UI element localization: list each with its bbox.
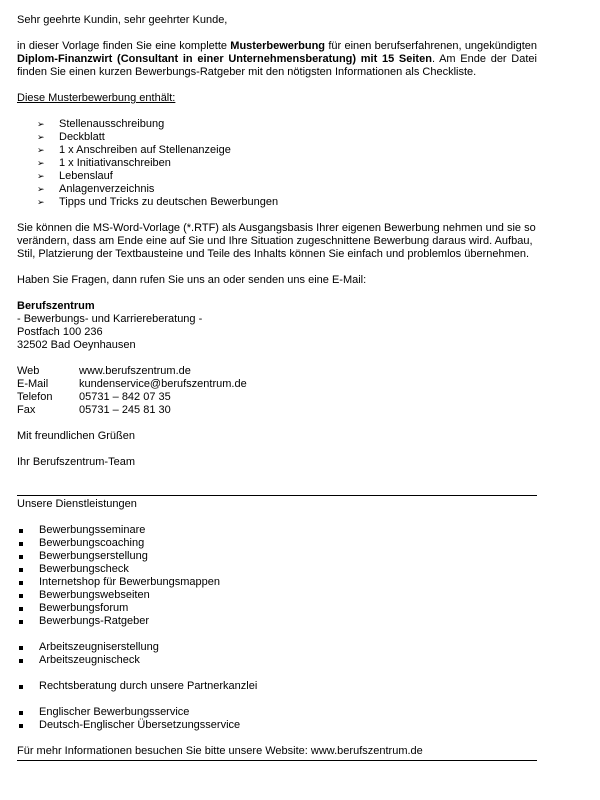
list-item-label: Internetshop für Bewerbungsmappen: [39, 576, 221, 588]
contact-label: E-Mail: [17, 378, 49, 390]
list-item-label: Bewerbungswebseiten: [39, 589, 150, 601]
list-item: [17, 537, 537, 550]
list-item: [37, 196, 537, 209]
list-item: [37, 183, 537, 196]
arrow-bullet-icon: ➢: [37, 132, 45, 142]
usage-paragraph: Sie können die MS-Word-Vorlage (*.RTF) als Ausgangsbasis Ihrer eigenen Bewerbung nehmen und sie so verändern, dass am Ende eine auf Sie und Ihre Situation zugeschnittene Bewerbung daraus wird. Aufbau, Stil, Platzierung der Textbausteine und Teile des Inhalts können Sie einfach und problemlos übernehmen.: [17, 222, 536, 260]
list-item-label: Bewerbungserstellung: [39, 550, 148, 562]
list-item-label: Bewerbungsseminare: [39, 524, 146, 536]
contact-row-web: [17, 365, 537, 378]
list-item: [17, 602, 537, 615]
list-item-label: Bewerbungsforum: [39, 602, 129, 614]
services-heading: Unsere Dienstleistungen: [17, 498, 137, 510]
square-bullet-icon: [19, 581, 23, 585]
list-item-label: Anlagenverzeichnis: [59, 183, 155, 195]
contact-row-fax: [17, 404, 537, 417]
list-item: [17, 576, 537, 589]
signature: Ihr Berufszentrum-Team: [17, 456, 135, 468]
contact-email-link[interactable]: kundenservice@berufszentrum.de: [79, 378, 247, 390]
square-bullet-icon: [19, 542, 23, 546]
list-item: [17, 563, 537, 576]
company-postbox: Postfach 100 236: [17, 326, 103, 338]
list-item: [17, 589, 537, 602]
company-name: [17, 300, 537, 313]
list-item: [37, 118, 537, 131]
list-item-label: Bewerbungscoaching: [39, 537, 145, 549]
contact-table: [17, 365, 537, 417]
contact-label: Telefon: [17, 391, 53, 403]
square-bullet-icon: [19, 659, 23, 663]
arrow-bullet-icon: ➢: [37, 158, 45, 168]
contact-label: Fax: [17, 404, 36, 416]
services-list-2: [17, 641, 537, 667]
square-bullet-icon: [19, 711, 23, 715]
contact-label: Web: [17, 365, 40, 377]
arrow-bullet-icon: ➢: [37, 197, 45, 207]
list-item-label: Arbeitszeugniserstellung: [39, 641, 159, 653]
arrow-bullet-icon: ➢: [37, 119, 45, 129]
square-bullet-icon: [19, 594, 23, 598]
contact-phone-value: 05731 – 842 07 35: [79, 391, 171, 403]
square-bullet-icon: [19, 685, 23, 689]
company-tagline: - Bewerbungs- und Karriereberatung -: [17, 313, 203, 325]
list-item-label: Lebenslauf: [59, 170, 113, 182]
intro-paragraph: [17, 40, 537, 79]
contact-fax-value: 05731 – 245 81 30: [79, 404, 171, 416]
list-item: [17, 680, 537, 693]
services-list-3: [17, 680, 537, 693]
square-bullet-icon: [19, 568, 23, 572]
contact-row-phone: [17, 391, 537, 404]
company-name-bold: Berufszentrum: [17, 300, 95, 312]
list-item-label: Stellenausschreibung: [59, 118, 165, 130]
list-item: [17, 550, 537, 563]
list-item: [37, 157, 537, 170]
list-item-label: Deutsch-Englischer Übersetzungsservice: [39, 719, 241, 731]
footer-divider-line: [17, 760, 537, 761]
list-item-label: Deckblatt: [59, 131, 105, 143]
square-bullet-icon: [19, 646, 23, 650]
square-bullet-icon: [19, 529, 23, 533]
contents-heading: Diese Musterbewerbung enthält:: [17, 92, 176, 104]
intro-bold-1: Musterbewerbung: [230, 40, 326, 52]
list-item: [17, 654, 537, 667]
list-item-label: Rechtsberatung durch unsere Partnerkanzlei: [39, 680, 258, 692]
list-item: [17, 706, 537, 719]
footer-info: Für mehr Informationen besuchen Sie bitte unsere Website: www.berufszentrum.de: [17, 745, 423, 757]
list-item-label: Bewerbungs-Ratgeber: [39, 615, 150, 627]
list-item: [17, 524, 537, 537]
list-item: [17, 719, 537, 732]
intro-text-3: . Am Ende der Datei finden Sie einen kurzen Bewerbungs-Ratgeber mit den nötigsten Informationen als Checkliste.: [17, 53, 537, 78]
contact-web-link[interactable]: www.berufszentrum.de: [79, 365, 191, 377]
square-bullet-icon: [19, 620, 23, 624]
list-item-label: 1 x Initiativanschreiben: [59, 157, 171, 169]
contents-list: [17, 118, 537, 209]
arrow-bullet-icon: ➢: [37, 171, 45, 181]
company-city: 32502 Bad Oeynhausen: [17, 339, 136, 351]
intro-text-2: für einen berufserfahrenen, ungekündigten: [325, 40, 537, 52]
document-page: [17, 14, 537, 761]
services-list-1: [17, 524, 537, 628]
services-list-4: [17, 706, 537, 732]
list-item: [17, 615, 537, 628]
list-item: [37, 170, 537, 183]
list-item-label: Arbeitszeugnischeck: [39, 654, 140, 666]
list-item: [17, 641, 537, 654]
list-item-label: Bewerbungscheck: [39, 563, 129, 575]
list-item: [37, 144, 537, 157]
square-bullet-icon: [19, 724, 23, 728]
list-item-label: 1 x Anschreiben auf Stellenanzeige: [59, 144, 231, 156]
list-item-label: Englischer Bewerbungsservice: [39, 706, 190, 718]
greeting: Sehr geehrte Kundin, sehr geehrter Kunde,: [17, 14, 228, 26]
closing: Mit freundlichen Grüßen: [17, 430, 135, 442]
intro-text-1: in dieser Vorlage finden Sie eine komplette: [17, 40, 231, 52]
arrow-bullet-icon: ➢: [37, 184, 45, 194]
list-item-label: Tipps und Tricks zu deutschen Bewerbungen: [59, 196, 279, 208]
questions-paragraph: Haben Sie Fragen, dann rufen Sie uns an oder senden uns eine E-Mail:: [17, 274, 367, 286]
contact-row-email: [17, 378, 537, 391]
divider-line: [17, 495, 537, 496]
square-bullet-icon: [19, 555, 23, 559]
square-bullet-icon: [19, 607, 23, 611]
list-item: [37, 131, 537, 144]
intro-bold-2: Diplom-Finanzwirt (Consultant in einer Unternehmensberatung) mit 15 Seiten: [17, 53, 432, 65]
arrow-bullet-icon: ➢: [37, 145, 45, 155]
